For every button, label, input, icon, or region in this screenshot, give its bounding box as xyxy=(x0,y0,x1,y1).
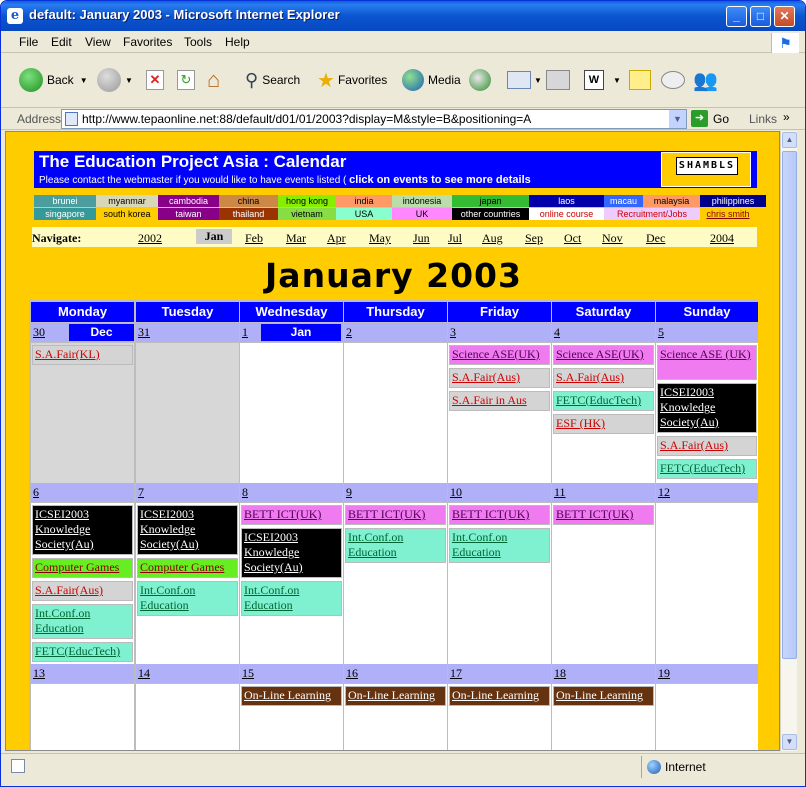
country-link-vietnam[interactable]: vietnam xyxy=(278,208,336,220)
month-label-jan: Jan xyxy=(261,324,341,341)
back-button[interactable] xyxy=(19,65,88,95)
nav-month-sep[interactable]: Sep xyxy=(525,231,543,245)
day-number[interactable]: 6 xyxy=(31,483,134,502)
day-cell xyxy=(136,503,239,681)
subtitle-bold: click on events to see more details xyxy=(349,174,531,186)
mail-dropdown-icon[interactable]: ▼ xyxy=(534,75,542,85)
title-bar[interactable] xyxy=(1,1,805,31)
search-icon: ⚲ xyxy=(245,69,259,90)
refresh-icon: ↻ xyxy=(177,70,195,90)
day-number[interactable]: 11 xyxy=(552,483,655,502)
status-bar xyxy=(1,753,805,786)
day-cell xyxy=(136,343,239,500)
day-cell xyxy=(344,503,447,681)
maximize-button[interactable]: □ xyxy=(750,6,771,27)
day-number[interactable]: 19 xyxy=(656,664,758,683)
day-cell xyxy=(31,503,134,681)
word-icon: W xyxy=(584,70,604,90)
day-cell xyxy=(31,684,134,751)
month-label-dec: Dec xyxy=(69,324,134,341)
windows-logo-icon: ⚑ xyxy=(771,33,799,53)
event-link[interactable]: S.A.Fair(Aus) xyxy=(449,368,550,388)
day-cell xyxy=(344,343,447,500)
event-link[interactable]: S.A.Fair(Aus) xyxy=(32,581,133,601)
country-link-japan[interactable]: japan xyxy=(452,195,529,207)
day-cell xyxy=(656,684,758,751)
event-link[interactable]: Computer Games xyxy=(32,558,133,578)
scroll-up-icon[interactable]: ▲ xyxy=(782,132,797,148)
history-button[interactable] xyxy=(469,65,495,95)
scroll-down-icon[interactable]: ▼ xyxy=(782,734,797,750)
back-label: Back xyxy=(47,73,74,87)
event-link[interactable]: ICSEI2003 Knowledge Society(Au) xyxy=(32,505,133,555)
day-header-sunday: Sunday xyxy=(656,302,758,322)
discuss-icon xyxy=(661,71,685,89)
day-number[interactable]: 3 xyxy=(448,323,551,342)
refresh-button[interactable] xyxy=(177,65,195,95)
subtitle-text: Please contact the webmaster if you would like to have events listed ( xyxy=(39,175,347,186)
country-link-hong-kong[interactable]: hong kong xyxy=(278,195,336,207)
country-link-usa[interactable]: USA xyxy=(336,208,392,220)
country-link-uk[interactable]: UK xyxy=(392,208,452,220)
nav-month-dec[interactable]: Dec xyxy=(646,231,666,245)
day-number[interactable]: 15 xyxy=(240,664,343,683)
country-link-philippines[interactable]: philippines xyxy=(700,195,766,207)
security-zone: Internet xyxy=(665,760,706,774)
day-number[interactable]: 5 xyxy=(656,323,758,342)
site-title: The Education Project Asia : Calendar xyxy=(39,152,347,171)
day-number[interactable]: 2 xyxy=(344,323,447,342)
day-cell xyxy=(552,684,655,751)
day-cell xyxy=(552,503,655,681)
day-number[interactable]: 1 xyxy=(240,323,343,342)
day-cell xyxy=(552,343,655,500)
day-cell xyxy=(240,343,343,500)
country-link-taiwan[interactable]: taiwan xyxy=(158,208,219,220)
event-link[interactable]: On-Line Learning xyxy=(553,686,654,706)
close-button[interactable]: ✕ xyxy=(774,6,795,27)
country-link-chris-smith[interactable]: chris smith xyxy=(700,208,756,220)
minimize-button[interactable]: _ xyxy=(726,6,747,27)
event-link[interactable]: BETT ICT(UK) xyxy=(449,505,550,525)
menu-tools[interactable]: Tools xyxy=(184,35,213,49)
navigate-label: Navigate: xyxy=(32,231,82,245)
event-link[interactable]: S.A.Fair(Aus) xyxy=(553,368,654,388)
mail-button[interactable] xyxy=(507,65,542,95)
day-header-wednesday: Wednesday xyxy=(240,302,343,322)
day-cell xyxy=(240,503,343,681)
nav-current-month: Jan xyxy=(196,229,232,244)
event-link[interactable]: ICSEI2003 Knowledge Society(Au) xyxy=(137,505,238,555)
logo-text: SHAMBLS xyxy=(676,157,738,175)
country-link-malaysia[interactable]: malaysia xyxy=(643,195,700,207)
day-number[interactable]: 4 xyxy=(552,323,655,342)
go-arrow-icon: ➜ xyxy=(691,110,708,127)
event-link[interactable]: S.A.Fair(Aus) xyxy=(657,436,757,456)
vertical-scrollbar[interactable] xyxy=(780,131,797,751)
window-title: default: January 2003 - Microsoft Internet Explorer xyxy=(29,7,340,22)
day-cell xyxy=(448,503,551,681)
shambls-logo[interactable] xyxy=(661,152,751,187)
country-link-thailand[interactable]: thailand xyxy=(219,208,278,220)
go-label: Go xyxy=(713,111,730,126)
notes-button[interactable] xyxy=(629,65,651,95)
menu-favorites[interactable]: Favorites xyxy=(123,35,173,49)
event-link[interactable]: BETT ICT(UK) xyxy=(345,505,446,525)
event-link[interactable]: Int.Conf.on Education xyxy=(449,528,550,563)
country-link-online-course[interactable]: online course xyxy=(529,208,604,220)
event-link[interactable]: On-Line Learning xyxy=(241,686,342,706)
event-link[interactable]: Computer Games xyxy=(137,558,238,578)
nav-month-apr[interactable]: Apr xyxy=(327,231,346,245)
event-link[interactable]: ESF (HK) xyxy=(553,414,654,434)
globe-icon xyxy=(647,760,661,774)
star-icon: ★ xyxy=(317,69,335,92)
page-content xyxy=(5,131,780,751)
print-icon xyxy=(546,70,570,90)
media-button[interactable] xyxy=(402,65,461,95)
forward-button[interactable] xyxy=(97,65,133,95)
event-link[interactable]: Int.Conf.on Education xyxy=(241,581,342,616)
day-number[interactable]: 14 xyxy=(136,664,239,683)
country-link-singapore[interactable]: singapore xyxy=(34,208,96,220)
day-cell xyxy=(136,684,239,751)
country-link-indonesia[interactable]: indonesia xyxy=(392,195,452,207)
day-number[interactable]: 7 xyxy=(136,483,239,502)
event-link[interactable]: Int.Conf.on Education xyxy=(345,528,446,563)
calendar-grid xyxy=(29,300,758,751)
country-link-cambodia[interactable]: cambodia xyxy=(158,195,219,207)
history-icon xyxy=(469,69,491,91)
event-link[interactable]: Int.Conf.on Education xyxy=(32,604,133,639)
back-dropdown-icon[interactable]: ▼ xyxy=(79,75,88,85)
event-link[interactable]: FETC(EducTech) xyxy=(657,459,757,479)
back-arrow-icon xyxy=(19,68,43,92)
menu-help[interactable]: Help xyxy=(225,35,250,49)
event-link[interactable]: Science ASE(UK) xyxy=(553,345,654,365)
nav-month-jul[interactable]: Jul xyxy=(448,231,463,245)
country-link-macau[interactable]: macau xyxy=(604,195,643,207)
day-number[interactable]: 18 xyxy=(552,664,655,683)
address-url: http://www.tepaonline.net:88/default/d01/01/2003?display=M&style=B&positioning=A xyxy=(82,112,532,126)
nav-prev-year[interactable]: 2002 xyxy=(138,231,162,245)
day-cell xyxy=(656,503,758,681)
address-bar xyxy=(1,108,805,130)
event-link[interactable]: Int.Conf.on Education xyxy=(137,581,238,616)
address-label: Address xyxy=(17,112,62,126)
day-cell xyxy=(448,343,551,500)
day-number[interactable]: 9 xyxy=(344,483,447,502)
nav-next-year[interactable]: 2004 xyxy=(710,231,734,245)
day-number[interactable]: 31 xyxy=(136,323,239,342)
menu-edit[interactable]: Edit xyxy=(51,35,72,49)
event-link[interactable]: FETC(EducTech) xyxy=(32,642,133,662)
menu-bar xyxy=(1,31,805,53)
home-icon: ⌂ xyxy=(207,67,221,92)
event-link[interactable]: BETT ICT(UK) xyxy=(241,505,342,525)
country-link-other-countries[interactable]: other countries xyxy=(452,208,529,220)
nav-month-aug[interactable]: Aug xyxy=(482,231,503,245)
links-chevron-icon[interactable]: » xyxy=(783,110,790,124)
country-link-south-korea[interactable]: south korea xyxy=(96,208,158,220)
day-number[interactable]: 16 xyxy=(344,664,447,683)
month-navigation xyxy=(32,227,757,247)
country-link-myanmar[interactable]: myanmar xyxy=(96,195,158,207)
event-link[interactable]: ICSEI2003 Knowledge Society(Au) xyxy=(657,383,757,433)
search-label: Search xyxy=(262,73,301,87)
country-link-recruitment-jobs[interactable]: Recruitment/Jobs xyxy=(604,208,700,220)
menu-view[interactable]: View xyxy=(85,35,111,49)
status-divider xyxy=(641,756,642,778)
stop-icon: ✕ xyxy=(146,70,164,90)
ie-icon: e xyxy=(7,8,23,24)
media-label: Media xyxy=(428,73,461,87)
country-link-china[interactable]: china xyxy=(219,195,278,207)
page-status-icon xyxy=(11,759,25,773)
event-link[interactable]: FETC(EducTech) xyxy=(553,391,654,411)
day-header-friday: Friday xyxy=(448,302,551,322)
day-cell xyxy=(344,684,447,751)
day-header-tuesday: Tuesday xyxy=(136,302,239,322)
day-number[interactable]: 10 xyxy=(448,483,551,502)
day-header-thursday: Thursday xyxy=(344,302,447,322)
country-link-india[interactable]: india xyxy=(336,195,392,207)
event-link[interactable]: Science ASE(UK) xyxy=(449,345,550,365)
menu-file[interactable]: File xyxy=(19,35,39,49)
note-icon xyxy=(629,70,651,90)
day-cell xyxy=(31,343,134,500)
month-title: January 2003 xyxy=(265,256,522,295)
event-link[interactable]: On-Line Learning xyxy=(345,686,446,706)
discuss-button[interactable] xyxy=(661,65,685,95)
day-cell xyxy=(656,343,758,500)
stop-button[interactable] xyxy=(146,65,164,95)
event-link[interactable]: S.A.Fair(KL) xyxy=(32,345,133,365)
edit-button[interactable] xyxy=(584,65,621,95)
nav-month-feb[interactable]: Feb xyxy=(245,231,263,245)
media-icon xyxy=(402,69,424,91)
nav-month-mar[interactable]: Mar xyxy=(286,231,306,245)
day-number[interactable]: 13 xyxy=(31,664,134,683)
address-input[interactable] xyxy=(61,109,687,129)
event-link[interactable]: S.A.Fair in Aus xyxy=(449,391,550,411)
day-number[interactable]: 12 xyxy=(656,483,758,502)
forward-arrow-icon xyxy=(97,68,121,92)
messenger-button[interactable] xyxy=(693,65,718,95)
nav-month-oct[interactable]: Oct xyxy=(564,231,582,245)
scroll-thumb[interactable] xyxy=(782,151,797,659)
event-link[interactable]: On-Line Learning xyxy=(449,686,550,706)
country-link-laos[interactable]: laos xyxy=(529,195,604,207)
forward-dropdown-icon[interactable]: ▼ xyxy=(125,75,133,85)
links-button[interactable]: Links xyxy=(749,112,778,126)
event-link[interactable]: Science ASE (UK) xyxy=(657,345,757,380)
messenger-icon: 👥 xyxy=(693,69,718,92)
day-number[interactable]: 30 xyxy=(31,323,134,342)
event-link[interactable]: BETT ICT(UK) xyxy=(553,505,654,525)
print-button[interactable] xyxy=(546,65,570,95)
day-header-saturday: Saturday xyxy=(552,302,655,322)
day-header-monday: Monday xyxy=(31,302,134,322)
home-button[interactable] xyxy=(207,65,220,95)
edit-dropdown-icon[interactable]: ▼ xyxy=(613,75,621,85)
day-number[interactable]: 17 xyxy=(448,664,551,683)
toolbar xyxy=(1,54,805,108)
site-banner xyxy=(34,151,757,188)
day-number[interactable]: 8 xyxy=(240,483,343,502)
address-dropdown-icon[interactable]: ▼ xyxy=(669,110,686,128)
page-icon xyxy=(65,112,78,126)
mail-icon xyxy=(507,71,531,89)
day-cell xyxy=(448,684,551,751)
favorites-label: Favorites xyxy=(337,73,388,87)
go-button[interactable] xyxy=(691,110,729,127)
search-button[interactable] xyxy=(245,65,300,95)
nav-month-nov[interactable]: Nov xyxy=(602,231,623,245)
event-link[interactable]: ICSEI2003 Knowledge Society(Au) xyxy=(241,528,342,578)
site-subtitle xyxy=(39,174,531,186)
country-link-brunei[interactable]: brunei xyxy=(34,195,96,207)
nav-month-may[interactable]: May xyxy=(369,231,391,245)
nav-month-jun[interactable]: Jun xyxy=(413,231,430,245)
favorites-button[interactable] xyxy=(317,65,387,95)
day-cell xyxy=(240,684,343,751)
